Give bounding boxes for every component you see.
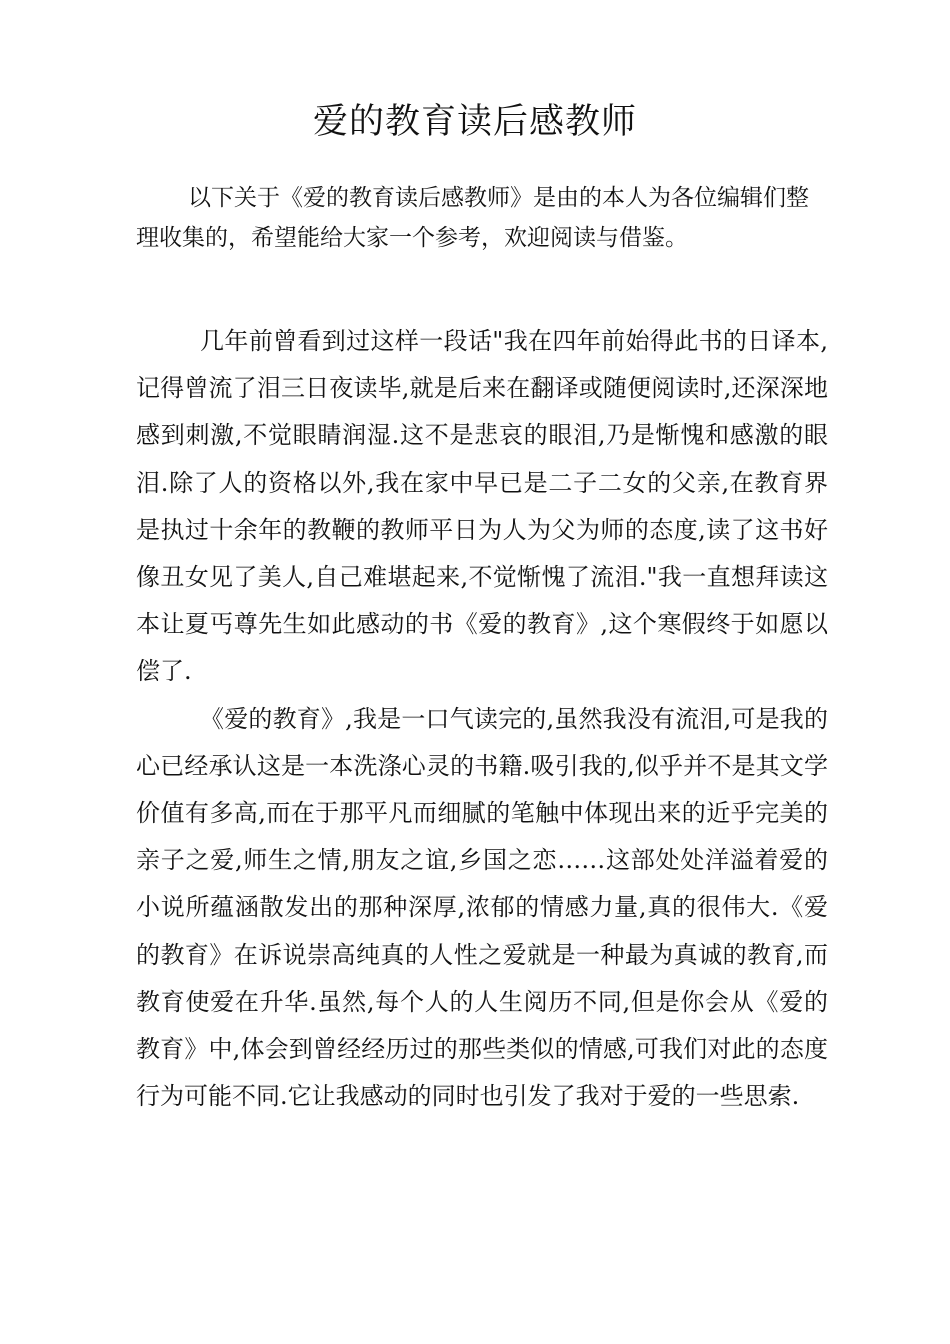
document-body [136,318,828,1120]
body-paragraph-2: 《爱的教育》,我是一口气读完的,虽然我没有流泪,可是我的心已经承认这是一本洗涤心灵的书籍.吸引我的,似乎并不是其文学价值有多高,而在于那平凡而细腻的笔触中体现出来的近乎完美的亲子之爱,师生之情,朋友之谊,乡国之恋……这部处处洋溢着爱的小说所蕴涵散发出的那种深厚,浓郁的情感力量,真的很伟大.《爱的教育》在诉说崇高纯真的人性之爱就是一种最为真诚的教育,而教育使爱在升华.虽然,每个人的人生阅历不同,但是你会从《爱的教育》中,体会到曾经经历过的那些类似的情感,可我们对此的态度行为可能不同.它让我感动的同时也引发了我对于爱的一些思索. [136,704,828,1111]
intro-paragraph: 以下关于《爱的教育读后感教师》是由的本人为各位编辑们整理收集的，希望能给大家一个参考，欢迎阅读与借鉴。 [136,185,809,251]
body-paragraph-1: 几年前曾看到过这样一段话"我在四年前始得此书的日译本,记得曾流了泪三日夜读毕,就是后来在翻译或随便阅读时,还深深地感到刺激,不觉眼睛润湿.这不是悲哀的眼泪,乃是惭愧和感激的眼泪.除了人的资格以外,我在家中早已是二子二女的父亲,在教育界是执过十余年的教鞭的教师平日为人为父为师的态度,读了这书好像丑女见了美人,自己难堪起来,不觉惭愧了流泪."我一直想拜读这本让夏丐尊先生如此感动的书《爱的教育》,这个寒假终于如愿以偿了. [136,327,828,686]
document-title: 爱的教育读后感教师 [312,102,637,142]
